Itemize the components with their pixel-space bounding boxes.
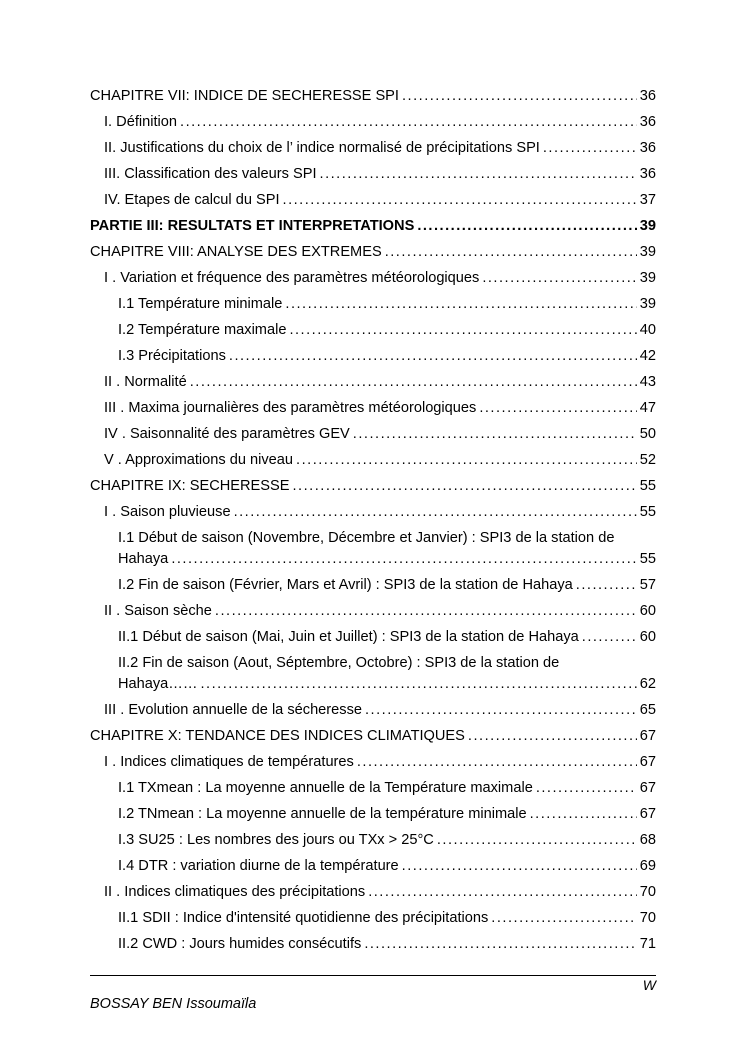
toc-entry-title: V . Approximations du niveau [104,452,294,468]
toc-entry [90,450,656,470]
toc-leader-dots [201,674,637,694]
toc-page-number: 65 [639,702,656,718]
toc-entry-title: PARTIE III: RESULTATS ET INTERPRETATIONS [90,218,415,234]
toc-entry-row [118,627,656,647]
toc-entry [90,908,656,928]
toc-entry-title: CHAPITRE IX: SECHERESSE [90,478,290,494]
toc-entry-title: I.3 SU25 : Les nombres des jours ou TXx > 25°C [118,832,434,848]
toc-page-number: 39 [639,296,656,312]
toc-leader-dots [293,476,637,496]
toc-entry [90,216,656,236]
toc-page-number: 55 [639,478,656,494]
toc-leader-dots [180,112,637,132]
toc-entry-title: I.2 Température maximale [118,322,287,338]
toc-entry-title: Hahaya…… [118,676,198,692]
toc-entry-title: III . Evolution annuelle de la sécheresse [104,702,362,718]
toc-page-number: 40 [639,322,656,338]
toc-leader-dots [285,294,636,314]
toc-page-number: 55 [639,504,656,520]
toc-leader-dots [296,450,637,470]
toc-entry [90,346,656,366]
toc-page-number: 39 [639,270,656,286]
toc-entry [90,830,656,850]
toc-page-number: 50 [639,426,656,442]
toc-entry [90,476,656,496]
toc-entry [90,372,656,392]
toc-entry [90,424,656,444]
toc-page-number: 36 [639,114,656,130]
toc-entry [90,138,656,158]
toc-entry [90,294,656,314]
toc-entry [90,726,656,746]
toc-entry [90,575,656,595]
toc-entry [90,700,656,720]
toc-page-number: 42 [639,348,656,364]
toc-leader-dots [283,190,637,210]
toc-page-number: 37 [639,192,656,208]
toc-entry-title: I.1 TXmean : La moyenne annuelle de la Température maximale [118,780,533,796]
toc-entry-row [104,164,656,184]
toc-entry-title: II. Justifications du choix de l’ indice normalisé de précipitations SPI [104,140,540,156]
toc-entry-row [90,216,656,236]
toc-entry-title: I.4 DTR : variation diurne de la température [118,858,399,874]
toc-entry [90,398,656,418]
toc-entry-title: I.1 Température minimale [118,296,283,312]
toc-entry-row [118,320,656,340]
toc-entry-title: I. Définition [104,114,178,130]
toc-entry-title: I . Indices climatiques de températures [104,754,354,770]
toc-leader-dots [368,882,637,902]
toc-entry-wrapped-text: II.2 Fin de saison (Aout, Séptembre, Octobre) : SPI3 de la station de [118,655,560,671]
toc-entry-title: I.2 Fin de saison (Février, Mars et Avril) : SPI3 de la station de Hahaya [118,577,573,593]
toc-entry [90,528,656,569]
toc-page-number: 57 [639,577,656,593]
table-of-contents [90,86,656,954]
toc-page-number: 36 [639,166,656,182]
toc-entry-row [104,112,656,132]
toc-entry-title: I.3 Précipitations [118,348,226,364]
toc-leader-dots [543,138,637,158]
toc-entry [90,627,656,647]
toc-entry [90,268,656,288]
toc-leader-dots [402,86,637,106]
toc-entry-row [118,549,656,569]
toc-entry-title: IV. Etapes de calcul du SPI [104,192,280,208]
toc-entry-row [118,346,656,366]
toc-entry [90,752,656,772]
toc-leader-dots [234,502,637,522]
toc-page-number: 67 [639,806,656,822]
toc-page-number: 60 [639,629,656,645]
toc-entry [90,164,656,184]
toc-leader-dots [576,575,637,595]
toc-leader-dots [402,856,637,876]
toc-entry [90,804,656,824]
footer-author: BOSSAY BEN Issoumaïla [90,996,257,1012]
toc-entry-row [118,674,656,694]
toc-leader-dots [320,164,637,184]
toc-page-number: 36 [639,88,656,104]
toc-page-number: 67 [639,728,656,744]
toc-entry-row [118,575,656,595]
toc-leader-dots [229,346,637,366]
toc-entry [90,882,656,902]
toc-entry-row [90,476,656,496]
toc-page-number: 39 [639,244,656,260]
toc-entry [90,112,656,132]
toc-entry [90,778,656,798]
toc-entry-title: II . Saison sèche [104,603,212,619]
toc-leader-dots [289,320,636,340]
toc-page-number: 70 [639,910,656,926]
toc-page-number: 55 [639,551,656,567]
toc-leader-dots [437,830,637,850]
toc-entry [90,190,656,210]
toc-entry-row [118,856,656,876]
toc-entry-title: II . Indices climatiques des précipitations [104,884,366,900]
toc-entry-row [90,726,656,746]
toc-entry-row [104,372,656,392]
toc-entry-title: Hahaya [118,551,169,567]
toc-page-number: 60 [639,603,656,619]
toc-entry-row [90,86,656,106]
toc-entry-row [118,778,656,798]
toc-leader-dots [357,752,637,772]
toc-leader-dots [171,549,636,569]
toc-entry-title: III . Maxima journalières des paramètres météorologiques [104,400,477,416]
toc-entry-row [104,424,656,444]
toc-page-number: 39 [639,218,656,234]
toc-entry-title: CHAPITRE VIII: ANALYSE DES EXTREMES [90,244,382,260]
toc-entry [90,934,656,954]
toc-entry [90,242,656,262]
footer-page-marker: W [642,977,656,993]
toc-leader-dots [365,700,637,720]
toc-entry-row [104,601,656,621]
toc-entry-row [104,752,656,772]
toc-entry [90,502,656,522]
toc-page-number: 43 [639,374,656,390]
toc-entry-title: II.2 CWD : Jours humides consécutifs [118,936,362,952]
toc-entry-row [104,450,656,470]
toc-page-number: 52 [639,452,656,468]
toc-leader-dots [491,908,636,928]
toc-entry [90,856,656,876]
toc-page-number: 68 [639,832,656,848]
toc-page-number: 71 [639,936,656,952]
toc-entry-row [118,294,656,314]
toc-entry-title: II.1 Début de saison (Mai, Juin et Juillet) : SPI3 de la station de Hahaya [118,629,579,645]
toc-page-number: 47 [639,400,656,416]
toc-leader-dots [582,627,637,647]
toc-entry-title: III. Classification des valeurs SPI [104,166,317,182]
toc-leader-dots [385,242,637,262]
toc-entry-row [104,268,656,288]
toc-entry-row [104,398,656,418]
toc-entry-title: IV . Saisonnalité des paramètres GEV [104,426,350,442]
toc-entry-wrapped-text: I.1 Début de saison (Novembre, Décembre et Janvier) : SPI3 de la station de [118,530,615,546]
toc-leader-dots [215,601,637,621]
toc-leader-dots [364,934,636,954]
toc-entry-row [118,804,656,824]
toc-leader-dots [468,726,637,746]
toc-leader-dots [190,372,637,392]
toc-entry-row [104,138,656,158]
toc-entry-row [90,242,656,262]
toc-entry [90,653,656,694]
toc-entry [90,601,656,621]
page-footer [90,975,656,1013]
toc-leader-dots [353,424,637,444]
toc-page-number: 62 [639,676,656,692]
toc-leader-dots [482,268,636,288]
toc-entry-row [104,700,656,720]
toc-entry-title: I . Saison pluvieuse [104,504,231,520]
toc-page-number: 67 [639,754,656,770]
toc-leader-dots [479,398,636,418]
toc-entry-row [104,190,656,210]
toc-entry-title: CHAPITRE X: TENDANCE DES INDICES CLIMATIQUES [90,728,465,744]
toc-entry-title: II.1 SDII : Indice d'intensité quotidienne des précipitations [118,910,489,926]
toc-leader-dots [536,778,637,798]
toc-entry [90,320,656,340]
toc-entry [90,86,656,106]
toc-entry-title: II . Normalité [104,374,187,390]
toc-entry-row [104,882,656,902]
toc-entry-title: I.2 TNmean : La moyenne annuelle de la température minimale [118,806,527,822]
toc-page-number: 36 [639,140,656,156]
toc-entry-row [118,934,656,954]
toc-leader-dots [530,804,637,824]
toc-page-number: 69 [639,858,656,874]
toc-page-number: 70 [639,884,656,900]
toc-page-number: 67 [639,780,656,796]
toc-entry-row [118,830,656,850]
toc-leader-dots [417,216,636,236]
toc-entry-title: I . Variation et fréquence des paramètres météorologiques [104,270,480,286]
toc-entry-title: CHAPITRE VII: INDICE DE SECHERESSE SPI [90,88,399,104]
toc-entry-row [118,908,656,928]
toc-entry-row [104,502,656,522]
